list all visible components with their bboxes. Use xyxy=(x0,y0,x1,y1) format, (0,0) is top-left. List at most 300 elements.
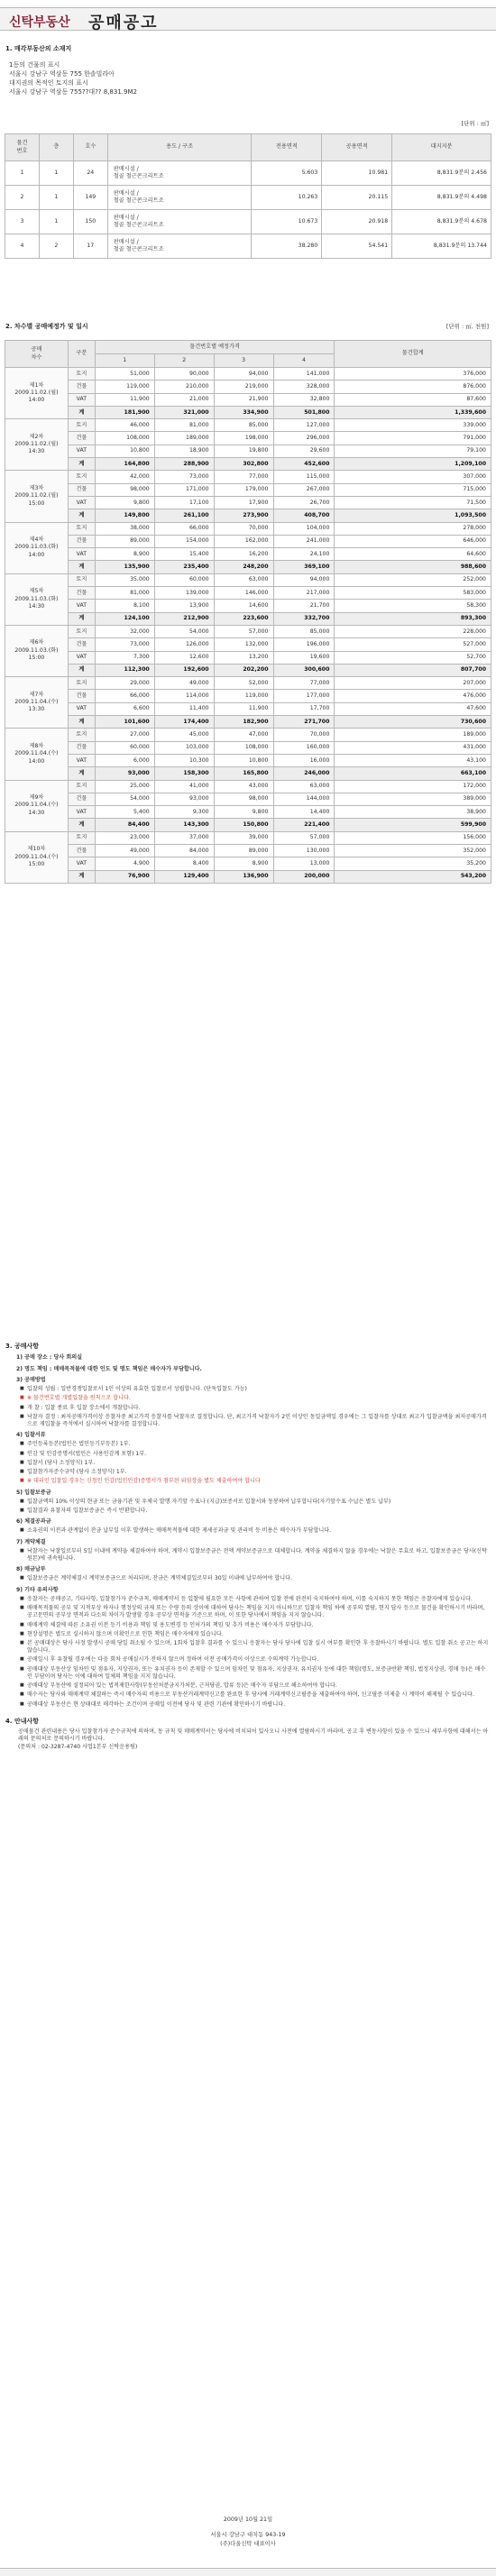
table-row xyxy=(5,471,491,483)
notice-section xyxy=(5,1338,491,1751)
price-cell: 17,100 xyxy=(154,496,214,509)
notice-item: ■ 입찰결과 유찰자의 입찰보증금은 즉시 반환합니다. xyxy=(20,1508,491,1515)
table-cell: 38.280 xyxy=(252,234,322,259)
table-cell: 2 xyxy=(5,186,40,210)
price-cell: 248,200 xyxy=(214,561,273,573)
price-cell: 543,200 xyxy=(335,870,491,883)
price-cell: 11,400 xyxy=(154,702,214,715)
row-type: 토지 xyxy=(68,677,95,690)
price-cell: 988,600 xyxy=(335,561,491,573)
price-cell: 108,000 xyxy=(214,741,273,754)
round-total-row xyxy=(5,561,491,573)
price-cell: 85,000 xyxy=(214,419,273,432)
table-cell: 54.541 xyxy=(322,234,392,259)
price-cell: 16,200 xyxy=(214,548,273,561)
table-cell: 5.603 xyxy=(252,161,322,186)
price-cell: 10,800 xyxy=(214,754,273,766)
table-row xyxy=(5,844,491,857)
round-label: 제7차 2009.11.04.(수) 13:30 xyxy=(5,677,69,729)
price-cell: 32,800 xyxy=(273,393,335,406)
column-header: 층 xyxy=(39,134,73,161)
page-title: 공매공고 xyxy=(88,14,159,32)
price-cell: 79,100 xyxy=(335,445,491,457)
table-cell: 10.981 xyxy=(322,161,392,186)
price-cell: 103,000 xyxy=(154,741,214,754)
table-row xyxy=(5,393,491,406)
property-table xyxy=(5,133,491,259)
table-row xyxy=(5,806,491,819)
table-row xyxy=(5,573,491,586)
price-cell: 11,900 xyxy=(95,393,154,406)
price-cell: 339,000 xyxy=(335,419,491,432)
price-cell: 73,000 xyxy=(154,471,214,483)
row-type: VAT xyxy=(68,754,95,766)
column-header-item: 2 xyxy=(154,354,214,368)
column-header: 대지지분 xyxy=(392,134,491,161)
table-cell: 1 xyxy=(39,186,73,210)
price-cell: 174,400 xyxy=(154,716,214,729)
row-type: 건물 xyxy=(68,380,95,393)
table-row xyxy=(5,432,491,445)
row-type: VAT xyxy=(68,806,95,819)
price-cell: 42,000 xyxy=(95,471,154,483)
row-type: 계 xyxy=(68,406,95,418)
notice-list xyxy=(20,1386,491,1428)
price-cell: 73,000 xyxy=(95,638,154,651)
notice-item: ■ 낙찰자 결정 : 최저공매가격이상 응찰자중 최고가격 응찰자를 낙찰자로 결정합니다. 단, 최고가격 낙찰자가 2인 이상인 동일금액일 경우에는 그 입찰자를 상대로 최고가 입찰금액을 최저공매가격으로 재입찰을 즉석에서 실시하여 낙찰자를 결정합니다. xyxy=(20,1414,491,1428)
price-cell: 5,400 xyxy=(95,806,154,819)
table-row xyxy=(5,380,491,393)
table-row xyxy=(5,729,491,741)
price-cell: 156,000 xyxy=(335,831,491,844)
table-cell: 20.115 xyxy=(322,186,392,210)
price-cell: 6,600 xyxy=(95,702,154,715)
price-cell: 288,900 xyxy=(154,458,214,471)
price-cell: 135,900 xyxy=(95,561,154,573)
notice-list xyxy=(20,1441,491,1485)
row-type: 건물 xyxy=(68,844,95,857)
table-row xyxy=(5,625,491,637)
round-total-row xyxy=(5,664,491,676)
round-total-row xyxy=(5,458,491,471)
price-cell: 81,000 xyxy=(95,587,154,600)
row-type: 계 xyxy=(68,664,95,676)
row-type: 계 xyxy=(68,870,95,883)
price-cell: 13,000 xyxy=(273,857,335,870)
notice-item: ■ 입찰서 (당사 소정양식) 1부. xyxy=(20,1460,491,1467)
price-cell: 198,000 xyxy=(214,432,273,445)
price-cell: 9,300 xyxy=(154,806,214,819)
price-cell: 84,000 xyxy=(154,844,214,857)
price-cell: 599,900 xyxy=(335,819,491,831)
price-cell: 41,000 xyxy=(154,780,214,793)
property-line: 서울시 강남구 역삼동 755??대?? 8,831.9M2 xyxy=(9,88,137,96)
column-header-item: 4 xyxy=(273,354,335,368)
notice-item: ■ 매매목적물의 공부 및 지적부상 하자나 행정상의 규제 또는 수량 등의 상이에 대하여 당사는 책임을 지지 아니하므로 입찰자 책임 하에 공부의 열람, 현지 답사 등으로 물건을 확인하시기 바라며, 공고문면의 공부상 면적과 다소의 차이가 발생할 경우 공부상 면적을 기준으로 하며, 이 또한 당사에서 책임을 지지 않습니다. xyxy=(20,1605,491,1619)
table-row xyxy=(5,702,491,715)
price-cell: 501,800 xyxy=(273,406,335,418)
price-cell: 246,000 xyxy=(273,767,335,780)
price-cell: 7,300 xyxy=(95,651,154,664)
price-cell: 376,000 xyxy=(335,368,491,380)
notice-item: ■ 공매대상 부동산에 설정되어 있는 법적제한사항(부동산처분금지가처분, 근저당권, 압류 등)은 매수자 부담으로 해소하여야 합니다. xyxy=(20,1682,491,1690)
price-cell: 146,000 xyxy=(214,587,273,600)
price-cell: 221,400 xyxy=(273,819,335,831)
price-cell: 114,000 xyxy=(154,690,214,702)
round-label: 제8차 2009.11.04.(수) 14:00 xyxy=(5,729,69,780)
price-cell: 328,000 xyxy=(273,380,335,393)
price-cell: 791,000 xyxy=(335,432,491,445)
price-cell: 51,000 xyxy=(95,368,154,380)
price-cell: 32,000 xyxy=(95,625,154,637)
round-total-row xyxy=(5,612,491,625)
round-total-row xyxy=(5,509,491,522)
price-cell: 663,100 xyxy=(335,767,491,780)
price-cell: 210,000 xyxy=(154,380,214,393)
price-cell: 271,700 xyxy=(273,716,335,729)
price-cell: 108,000 xyxy=(95,432,154,445)
price-cell: 9,800 xyxy=(214,806,273,819)
price-cell: 66,000 xyxy=(154,522,214,535)
notice-item: ■ 입찰금액의 10% 이상의 현금 또는 금융기관 및 우체국 발행 자기앞 수표나 (지급)보증서로 입찰서와 동봉하여 납부합니다(자기앞수표 수납은 별도 납부) xyxy=(20,1499,491,1506)
price-cell: 143,300 xyxy=(154,819,214,831)
table-row xyxy=(5,587,491,600)
column-header-total: 물건합계 xyxy=(335,341,491,368)
price-cell: 177,000 xyxy=(273,690,335,702)
price-cell: 115,000 xyxy=(273,471,335,483)
price-cell: 47,600 xyxy=(335,702,491,715)
table-cell: 150 xyxy=(73,210,107,234)
price-cell: 1,093,500 xyxy=(335,509,491,522)
price-cell: 14,600 xyxy=(214,600,273,612)
section4-title: 4. 안내사항 xyxy=(5,1717,40,1725)
row-type: 토지 xyxy=(68,573,95,586)
price-cell: 21,000 xyxy=(154,393,214,406)
property-line: 대지권의 목적인 토지의 표시 xyxy=(9,79,88,87)
table-row xyxy=(5,831,491,844)
price-cell: 63,000 xyxy=(273,780,335,793)
price-cell: 241,000 xyxy=(273,535,335,547)
round-label: 제5차 2009.11.03.(화) 14:30 xyxy=(5,573,69,625)
price-cell: 129,400 xyxy=(154,870,214,883)
column-header-type: 구분 xyxy=(68,341,95,368)
price-cell: 21,700 xyxy=(273,600,335,612)
row-type: 토지 xyxy=(68,625,95,637)
price-cell: 202,200 xyxy=(214,664,273,676)
row-type: 토지 xyxy=(68,471,95,483)
price-cell: 893,300 xyxy=(335,612,491,625)
price-cell: 267,000 xyxy=(273,483,335,496)
price-cell: 8,900 xyxy=(95,548,154,561)
guide-text: 공매물건 관련내용은 당사 입찰참가자 준수규칙에 의하며, 동 규칙 및 매매계약서는 당사에 비치되어 있사오니 사전에 열람하시기 바라며, 공고 후 변동사항이 있을 수 있으니 세부사항에 대해서는 아래의 문의처로 문의하시기 바랍니다. xyxy=(18,1728,489,1743)
company-address: 서울시 강남구 대치동 943-19 xyxy=(210,2532,286,2539)
column-header-item: 3 xyxy=(214,354,273,368)
table-row xyxy=(5,754,491,766)
price-cell: 179,000 xyxy=(214,483,273,496)
price-cell: 101,600 xyxy=(95,716,154,729)
price-cell: 189,000 xyxy=(154,432,214,445)
price-cell: 4,900 xyxy=(95,857,154,870)
round-label: 제2차 2009.11.02.(월) 14:30 xyxy=(5,419,69,471)
table-cell: 8,831.9분의 13.744 xyxy=(392,234,491,259)
price-cell: 60,000 xyxy=(154,573,214,586)
price-cell: 98,000 xyxy=(95,483,154,496)
notice-item: ■ 소유권의 이전과 관계없이 잔금 납부일 이후 발생하는 매매목적물에 대한 제세공과금 및 관리비 등 비용은 매수자가 부담합니다. xyxy=(20,1527,491,1535)
table-cell: 2 xyxy=(39,234,73,259)
price-cell: 150,800 xyxy=(214,819,273,831)
price-cell: 119,000 xyxy=(95,380,154,393)
table-row xyxy=(5,690,491,702)
row-type: 토지 xyxy=(68,419,95,432)
table-cell: 20.918 xyxy=(322,210,392,234)
price-cell: 307,000 xyxy=(335,471,491,483)
price-cell: 52,700 xyxy=(335,651,491,664)
price-cell: 207,000 xyxy=(335,677,491,690)
price-cell: 126,000 xyxy=(154,638,214,651)
price-cell: 136,900 xyxy=(214,870,273,883)
price-cell: 46,000 xyxy=(95,419,154,432)
row-type: 계 xyxy=(68,509,95,522)
round-label: 제3차 2009.11.02.(월) 15:00 xyxy=(5,471,69,522)
price-cell: 130,000 xyxy=(273,844,335,857)
notice-item: ■ 공매대상 부동산은 현 상태대로 매각하는 조건이며 공매일 이전에 당사 및 관련 기관에 확인하시기 바랍니다. xyxy=(20,1701,491,1709)
row-type: VAT xyxy=(68,857,95,870)
row-type: VAT xyxy=(68,393,95,406)
property-location xyxy=(9,60,137,97)
table-cell: 판매시설 / 철골 철근콘크리트조 xyxy=(107,186,252,210)
price-cell: 162,000 xyxy=(214,535,273,547)
row-type: VAT xyxy=(68,651,95,664)
price-cell: 119,000 xyxy=(214,690,273,702)
table-cell: 4 xyxy=(5,234,40,259)
column-header: 전용면적 xyxy=(252,134,322,161)
price-cell: 19,600 xyxy=(273,651,335,664)
table-row xyxy=(5,210,491,234)
table-cell: 24 xyxy=(73,161,107,186)
row-type: 건물 xyxy=(68,483,95,496)
price-cell: 93,000 xyxy=(154,793,214,805)
row-type: 건물 xyxy=(68,638,95,651)
price-cell: 43,000 xyxy=(214,780,273,793)
notice-item: ■ 현장설명은 별도로 실시하지 않으며 미확인으로 인한 책임은 매수자에게 있습니다. xyxy=(20,1631,491,1638)
row-type: 건물 xyxy=(68,587,95,600)
notice-item: ■ 공매대상 부동산상 임차인 및 점유자, 지상권자, 또는 유치권자 등이 존재할 수 있으며 임차인 및 점유자, 지상권자, 유치권자 등에 대한 책임(명도, 보증금반환 책임, 법정지상권, 경매 등)은 매수인 부담이며 당사는 이에 대하여 일체의 책임을 지지 않습니다. xyxy=(20,1666,491,1681)
table-row xyxy=(5,600,491,612)
notice-item: ■ 매매계약 체결에 따른 소유권 이전 등기 비용과 책임 및 용도변경 등 인허가의 책임 및 추가 비용은 매수자가 부담합니다. xyxy=(20,1622,491,1629)
price-cell: 149,800 xyxy=(95,509,154,522)
table-header-row xyxy=(5,341,491,354)
price-cell: 219,000 xyxy=(214,380,273,393)
round-label: 제6차 2009.11.03.(화) 15:00 xyxy=(5,625,69,676)
column-header: 물건 번호 xyxy=(5,134,40,161)
price-cell: 172,000 xyxy=(335,780,491,793)
table-row xyxy=(5,483,491,496)
notice-subsection-title: 5) 입찰보증금 xyxy=(16,1489,51,1496)
row-type: 토지 xyxy=(68,831,95,844)
price-cell: 9,800 xyxy=(95,496,154,509)
column-header-group: 물건번호별 예정가격 xyxy=(95,341,335,354)
notice-item: ■ 입찰보증금은 계약체결시 계약보증금으로 처리되며, 잔금은 계약체결일로부터 30일 이내에 납부하여야 합니다. xyxy=(20,1575,491,1582)
price-cell: 144,000 xyxy=(273,793,335,805)
price-cell: 26,700 xyxy=(273,496,335,509)
price-cell: 112,300 xyxy=(95,664,154,676)
price-cell: 85,000 xyxy=(273,625,335,637)
header xyxy=(0,0,496,36)
table-cell: 8,831.9분의 4.498 xyxy=(392,186,491,210)
price-cell: 408,700 xyxy=(273,509,335,522)
price-cell: 49,000 xyxy=(154,677,214,690)
price-cell: 77,000 xyxy=(273,677,335,690)
section2-title: 2. 차수별 공매예정가 및 일시 xyxy=(5,323,88,330)
price-cell: 93,000 xyxy=(95,767,154,780)
table-cell: 17 xyxy=(73,234,107,259)
row-type: 계 xyxy=(68,767,95,780)
price-cell: 332,700 xyxy=(273,612,335,625)
price-cell: 431,000 xyxy=(335,741,491,754)
row-type: 건물 xyxy=(68,793,95,805)
price-cell: 11,900 xyxy=(214,702,273,715)
price-cell: 38,900 xyxy=(335,806,491,819)
table-row xyxy=(5,780,491,793)
price-cell: 49,000 xyxy=(95,844,154,857)
notice-item: ■ 인감 및 인감증명서(법인은 사용인감계 포함) 1부. xyxy=(20,1451,491,1458)
price-cell: 352,000 xyxy=(335,844,491,857)
price-cell: 104,000 xyxy=(273,522,335,535)
table-row xyxy=(5,535,491,547)
row-type: 계 xyxy=(68,819,95,831)
price-cell: 70,000 xyxy=(273,729,335,741)
price-cell: 29,000 xyxy=(95,677,154,690)
notice-subsection-title: 9) 기타 유의사항 xyxy=(16,1586,59,1593)
price-cell: 89,000 xyxy=(214,844,273,857)
contact-info: (문의처 : 02-3287-4740 사업1본부 신탁운용팀) xyxy=(18,1743,138,1750)
table-header-row xyxy=(5,134,491,161)
round-label: 제9차 2009.11.04.(수) 14:30 xyxy=(5,780,69,831)
notice-item: ■ 매수자는 당사와 매매계약 체결하는 즉시 매수자의 비용으로 부동산거래계약신고를 완료한 후 당사에 거래계약신고필증을 제출하여야 하며, 신고필증 미제출 시 계약이 해제될 수 있습니다. xyxy=(20,1691,491,1699)
price-cell: 63,000 xyxy=(214,573,273,586)
company-name: 신탁부동산 xyxy=(9,15,70,30)
price-cell: 13,900 xyxy=(154,600,214,612)
row-type: 토지 xyxy=(68,368,95,380)
notice-item: ■ 본 공매대상은 당사 사정 발생시 공매 당일 취소될 수 있으며, 1회차 입찰후 결과를 수 있으니 응찰자는 당사 당사에 입찰 실시 여부를 확인한 후 응찰하시기 바랍니다. 별도 입찰 취소 공고는 하지 않습니다. xyxy=(20,1640,491,1655)
price-cell: 321,000 xyxy=(154,406,214,418)
column-header-round: 공매 차수 xyxy=(5,341,69,368)
column-header: 호수 xyxy=(73,134,107,161)
price-cell: 200,000 xyxy=(273,870,335,883)
bottom-bar xyxy=(0,2568,496,2576)
price-cell: 89,000 xyxy=(95,535,154,547)
column-header: 용도 / 구조 xyxy=(107,134,252,161)
price-cell: 17,900 xyxy=(214,496,273,509)
price-cell: 17,700 xyxy=(273,702,335,715)
table-cell: 8,831.9분의 4.678 xyxy=(392,210,491,234)
round-total-row xyxy=(5,870,491,883)
table-row xyxy=(5,638,491,651)
price-cell: 29,600 xyxy=(273,445,335,457)
price-cell: 66,000 xyxy=(95,690,154,702)
row-type: 토지 xyxy=(68,780,95,793)
price-cell: 64,600 xyxy=(335,548,491,561)
notice-subsection-title: 8) 매금납부 xyxy=(16,1566,46,1573)
table-cell: 판매시설 / 철골 철근콘크리트조 xyxy=(107,210,252,234)
property-line: 1동의 건물의 표시 xyxy=(9,61,60,69)
price-cell: 730,600 xyxy=(335,716,491,729)
price-cell: 81,000 xyxy=(154,419,214,432)
price-cell: 18,900 xyxy=(154,445,214,457)
round-label: 제10차 2009.11.04.(수) 15:00 xyxy=(5,831,69,883)
price-cell: 646,000 xyxy=(335,535,491,547)
price-cell: 127,000 xyxy=(273,419,335,432)
notice-list xyxy=(20,1596,491,1709)
price-cell: 158,300 xyxy=(154,767,214,780)
price-cell: 24,100 xyxy=(273,548,335,561)
price-cell: 182,900 xyxy=(214,716,273,729)
round-total-row xyxy=(5,819,491,831)
price-cell: 139,000 xyxy=(154,587,214,600)
property-line: 서울시 강남구 역삼동 755 한솔빌라아 xyxy=(9,70,115,78)
notice-line: 1) 공매 장소 : 당사 회의실 xyxy=(16,1354,83,1361)
notice-item: ■ 응찰자는 공매공고, 기타사항, 입찰참가자 준수규칙, 매매계약서 등 입찰에 필요한 모든 사항에 관하여 입찰 전에 완전히 숙지하여야 하며, 이를 숙지하지 못한 책임은 응찰자에게 있습니다. xyxy=(20,1596,491,1603)
price-cell: 10,800 xyxy=(95,445,154,457)
header-bar xyxy=(0,7,496,31)
price-cell: 37,000 xyxy=(154,831,214,844)
price-cell: 807,700 xyxy=(335,664,491,676)
notice-list xyxy=(20,1499,491,1515)
price-cell: 189,000 xyxy=(335,729,491,741)
price-cell: 164,800 xyxy=(95,458,154,471)
price-cell: 476,000 xyxy=(335,690,491,702)
company-ceo: (주)다올신탁 대표이사 xyxy=(220,2540,276,2547)
row-type: VAT xyxy=(68,600,95,612)
price-cell: 71,500 xyxy=(335,496,491,509)
row-type: VAT xyxy=(68,548,95,561)
table-row xyxy=(5,548,491,561)
row-type: 계 xyxy=(68,612,95,625)
price-cell: 16,000 xyxy=(273,754,335,766)
price-cell: 21,900 xyxy=(214,393,273,406)
row-type: 건물 xyxy=(68,432,95,445)
table-row xyxy=(5,186,491,210)
price-cell: 13,200 xyxy=(214,651,273,664)
price-cell: 171,000 xyxy=(154,483,214,496)
price-cell: 302,800 xyxy=(214,458,273,471)
price-cell: 369,100 xyxy=(273,561,335,573)
table-cell: 3 xyxy=(5,210,40,234)
row-type: VAT xyxy=(68,702,95,715)
row-type: 토지 xyxy=(68,522,95,535)
price-cell: 124,100 xyxy=(95,612,154,625)
table-row xyxy=(5,368,491,380)
notice-date: 2009년 10월 21일 xyxy=(223,2516,273,2523)
price-cell: 35,000 xyxy=(95,573,154,586)
price-cell: 235,400 xyxy=(154,561,214,573)
table-row xyxy=(5,496,491,509)
table-row xyxy=(5,234,491,259)
notice-item: ■ 입찰참가자준수규약 (당사 소정양식) 1부. xyxy=(20,1469,491,1476)
price-cell: 715,000 xyxy=(335,483,491,496)
price-cell: 278,000 xyxy=(335,522,491,535)
price-cell: 334,900 xyxy=(214,406,273,418)
table-row xyxy=(5,793,491,805)
notice-subsection-title: 3) 공매방법 xyxy=(16,1376,46,1383)
price-cell: 261,100 xyxy=(154,509,214,522)
price-cell: 296,000 xyxy=(273,432,335,445)
round-total-row xyxy=(5,406,491,418)
column-header-item: 1 xyxy=(95,354,154,368)
price-cell: 77,000 xyxy=(214,471,273,483)
row-type: 계 xyxy=(68,716,95,729)
price-cell: 98,000 xyxy=(214,793,273,805)
